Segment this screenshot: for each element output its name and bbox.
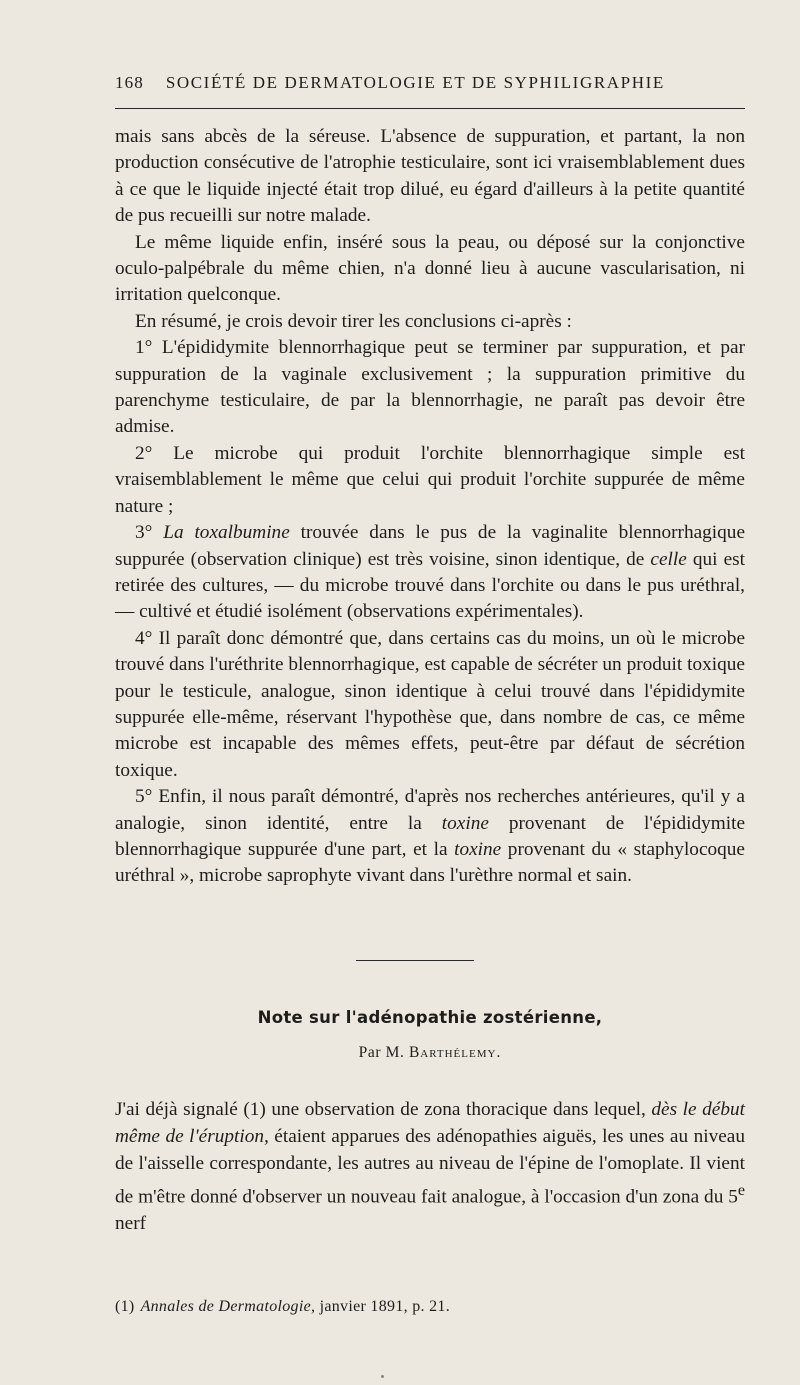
conclusion-2: 2° Le microbe qui produit l'orchite blennorrhagique simple est vraisemblablement le même que celui qui produit l'orchite suppurée de même nature ;	[115, 442, 745, 517]
footnote-journal: Annales de Dermatologie,	[140, 1298, 316, 1315]
conclusion-3-italic: celle	[650, 548, 687, 570]
superscript-e: e	[737, 1182, 745, 1199]
section-divider	[356, 960, 474, 961]
header-rule	[115, 108, 745, 109]
footnote-mark: (1)	[115, 1298, 135, 1315]
footnote	[115, 1298, 745, 1316]
conclusion-3	[115, 520, 745, 626]
conclusion-3-text: 3°	[135, 522, 164, 544]
note-italic-run: dès le début même de l'éruption,	[115, 1099, 745, 1147]
note-text-run: nerf	[115, 1213, 147, 1235]
note-title: Note sur l'adénopathie zostérienne,	[257, 1008, 603, 1027]
note-text-run: J'ai déjà signalé (1) une observation de zona thoracique dans lequel,	[115, 1099, 652, 1120]
note-text	[115, 1096, 745, 1237]
page-number: 168	[115, 73, 144, 92]
paragraph: En résumé, je crois devoir tirer les conclusions ci-après :	[135, 310, 572, 332]
conclusion-3-italic: La toxalbumine	[163, 522, 290, 544]
running-head-title: SOCIÉTÉ DE DERMATOLOGIE ET DE SYPHILIGRAPHIE	[165, 73, 665, 92]
author-prefix: Par M.	[358, 1044, 409, 1061]
conclusion-1: 1° L'épididymite blennorrhagique peut se terminer par suppuration, et par suppuration de la vaginale exclusivement ; la suppuration primitive du parenchyme testiculaire, de par la blennorrhagie, ne paraît pas devoir être admise.	[115, 337, 745, 438]
paragraph: mais sans abcès de la séreuse. L'absence de suppuration, et partant, la non production consécutive de l'atrophie testiculaire, sont ici vraisemblablement dues à ce que le liquide injecté était trop dilué, eu égard d'ailleurs à la petite quantité de pus recueilli sur notre malade.	[115, 126, 745, 227]
footnote-text: janvier 1891, p. 21.	[315, 1298, 451, 1315]
conclusion-5-text: provenant de l'épididymite blennorrhagique suppurée d'une part, et la	[115, 812, 745, 860]
paragraph: Le même liquide enfin, inséré sous la peau, ou déposé sur la conjonctive oculo-palpébrale du même chien, n'a donné lieu à aucune vascularisation, ni irritation quelconque.	[115, 231, 745, 306]
note-paragraph	[115, 1096, 745, 1237]
main-text	[115, 124, 745, 890]
conclusion-3-text: qui est retirée des cultures, — du microbe trouvé dans l'orchite ou dans le pus uréthral, — cultivé et étudié isolément (observations expérimentales).	[115, 548, 745, 623]
conclusion-5-text: 5° Enfin, il nous paraît démontré, d'après nos recherches antérieures, qu'il y a analogie, sinon identité, entre la	[115, 786, 745, 834]
running-header	[115, 73, 745, 93]
conclusion-5-italic: toxine	[441, 812, 489, 834]
conclusion-3-text: trouvée dans le pus de la vaginalite blennorrhagique suppurée (observation clinique) est très voisine, sinon identique, de	[115, 522, 746, 570]
note-text-run: étaient apparues des adénopathies aiguës, les unes au niveau de l'aisselle correspondante, les autres au niveau de l'épine de l'omoplate. Il vient de m'être donné d'observer un nouveau fait analogue, à l'occasion d'un zona du 5	[115, 1126, 745, 1208]
conclusion-5	[115, 784, 745, 890]
author-name: Barthélemy.	[408, 1044, 502, 1061]
conclusion-4: 4° Il paraît donc démontré que, dans certains cas du moins, un où le microbe trouvé dans l'uréthrite blennorrhagique, est capable de sécréter un produit toxique pour le testicule, analogue, sinon identique à celui trouvé dans l'épididymite suppurée elle-même, réservant l'hypothèse que, dans nombre de cas, ce même microbe est incapable des mêmes effets, peut-être par défaut de sécrétion toxique.	[115, 627, 745, 781]
note-author	[115, 1044, 745, 1062]
conclusion-5-italic: toxine	[454, 838, 502, 860]
paper-speck	[381, 1375, 384, 1378]
conclusion-5-text: provenant du « staphylocoque uréthral », microbe saprophyte vivant dans l'urèthre normal et sain.	[115, 838, 745, 887]
